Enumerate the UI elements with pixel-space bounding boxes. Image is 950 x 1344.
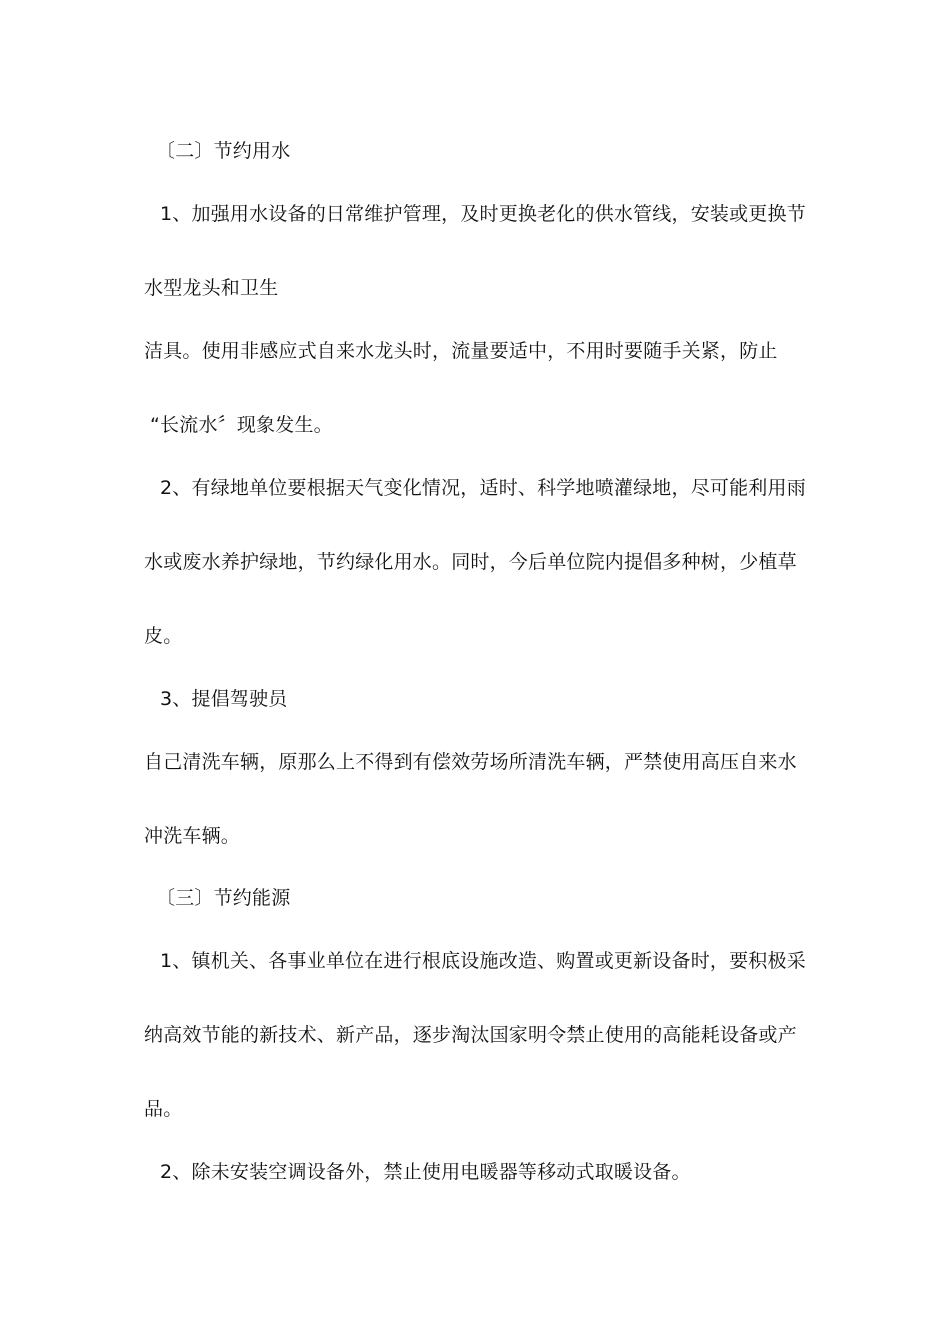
paragraph-line: 1、加强用水设备的日常维护管理，及时更换老化的供水管线，安装或更换节 (160, 203, 806, 225)
section-heading-energy: 〔三〕节约能源 (156, 887, 291, 909)
paragraph-line: 纳高效节能的新技术、新产品，逐步淘汰国家明令禁止使用的高能耗设备或产 (144, 1024, 797, 1046)
paragraph-line: 皮。 (144, 625, 183, 647)
paragraph-line: 3、提倡驾驶员 (160, 688, 288, 710)
paragraph-line: 自己清洗车辆，原那么上不得到有偿效劳场所清洗车辆，严禁使用高压自来水 (144, 751, 797, 773)
section-heading-water: 〔二〕节约用水 (156, 140, 291, 162)
paragraph-line: 冲洗车辆。 (144, 825, 241, 847)
paragraph-line: 2、有绿地单位要根据天气变化情况，适时、科学地喷灌绿地，尽可能利用雨 (160, 477, 806, 499)
paragraph-line: 2、除未安装空调设备外，禁止使用电暖器等移动式取暖设备。 (160, 1161, 691, 1183)
paragraph-line: 品。 (144, 1098, 183, 1120)
paragraph-line: 1、镇机关、各事业单位在进行根底设施改造、购置或更新设备时，要积极采 (160, 950, 806, 972)
paragraph-line: 水或废水养护绿地，节约绿化用水。同时，今后单位院内提倡多种树，少植草 (144, 551, 797, 573)
paragraph-line: “长流水〞现象发生。 (150, 414, 333, 436)
paragraph-line: 水型龙头和卫生 (144, 277, 279, 299)
paragraph-line: 洁具。使用非感应式自来水龙头时，流量要适中，不用时要随手关紧，防止 (144, 340, 778, 362)
